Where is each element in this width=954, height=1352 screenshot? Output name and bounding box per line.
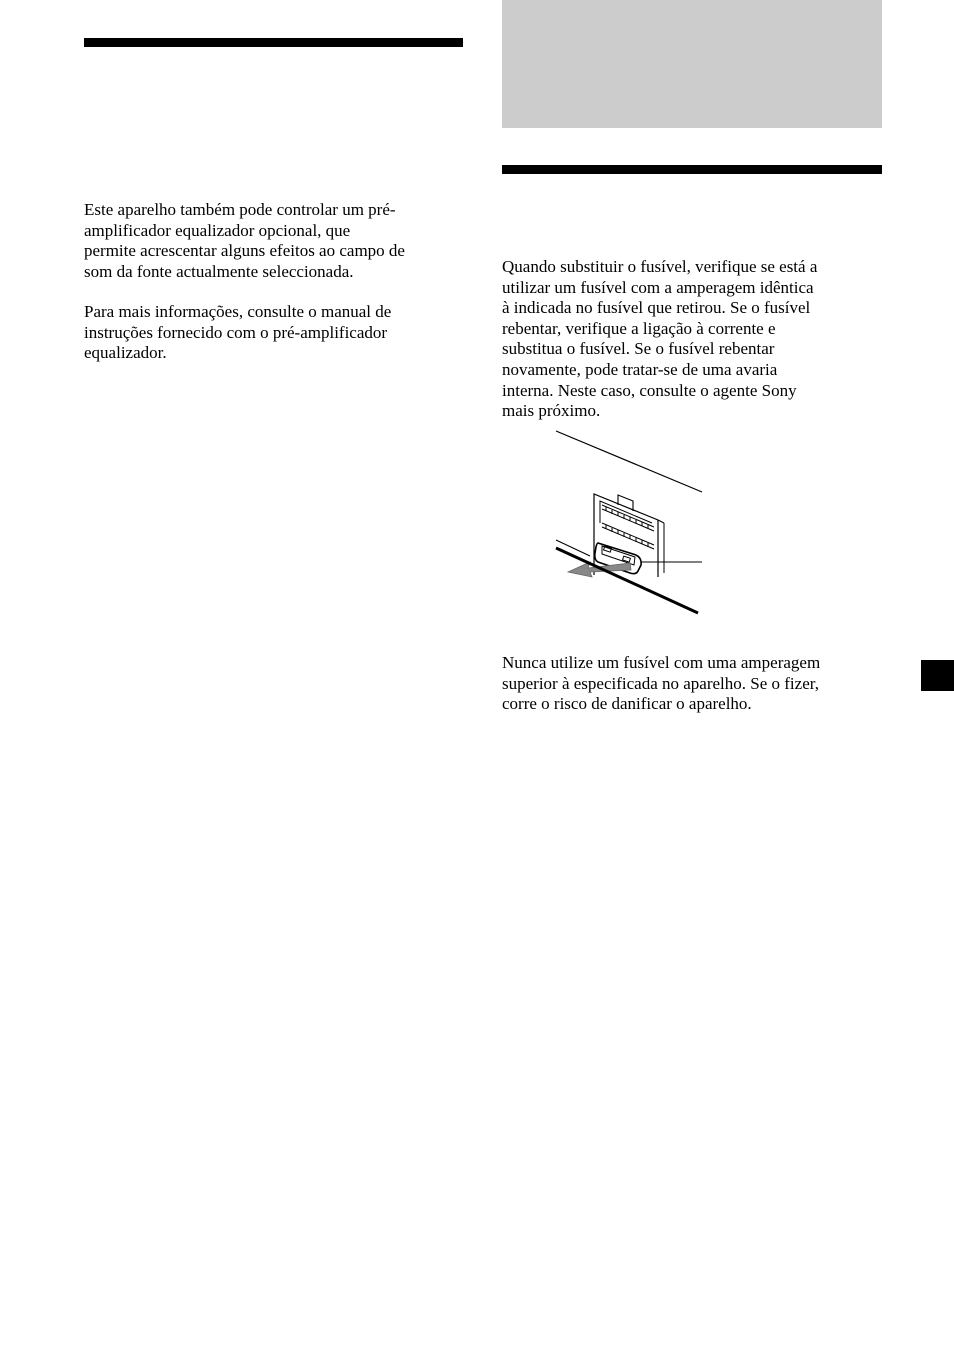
fuse-removal-illustration xyxy=(540,425,720,620)
left-paragraph-2: Para mais informações, consulte o manual de instruções fornecido com o pré-amplificador equalizador. xyxy=(84,302,392,363)
right-paragraph-2: Nunca utilize um fusível com uma amperagem superior à especificada no aparelho. Se o fizer, corre o risco de danificar o aparelho. xyxy=(502,653,821,714)
section-rule-left xyxy=(84,38,463,47)
section-side-tab xyxy=(921,660,954,691)
gray-header-box xyxy=(502,0,882,128)
left-paragraph-1: Este aparelho também pode controlar um pré- amplificador equalizador opcional, que permite acrescentar alguns efeitos ao campo de som da fonte actualmente seleccionada. xyxy=(84,200,405,281)
right-paragraph-1: Quando substituir o fusível, verifique se está a utilizar um fusível com a amperagem idêntica à indicada no fusível que retirou. Se o fusível rebentar, verifique a ligação à corrente e substitua o fusível. Se o fusível rebentar novamente, pode tratar-se de uma avaria interna. Neste caso, consulte o agente Sony mais próximo. xyxy=(502,257,818,421)
section-rule-right xyxy=(502,165,882,174)
